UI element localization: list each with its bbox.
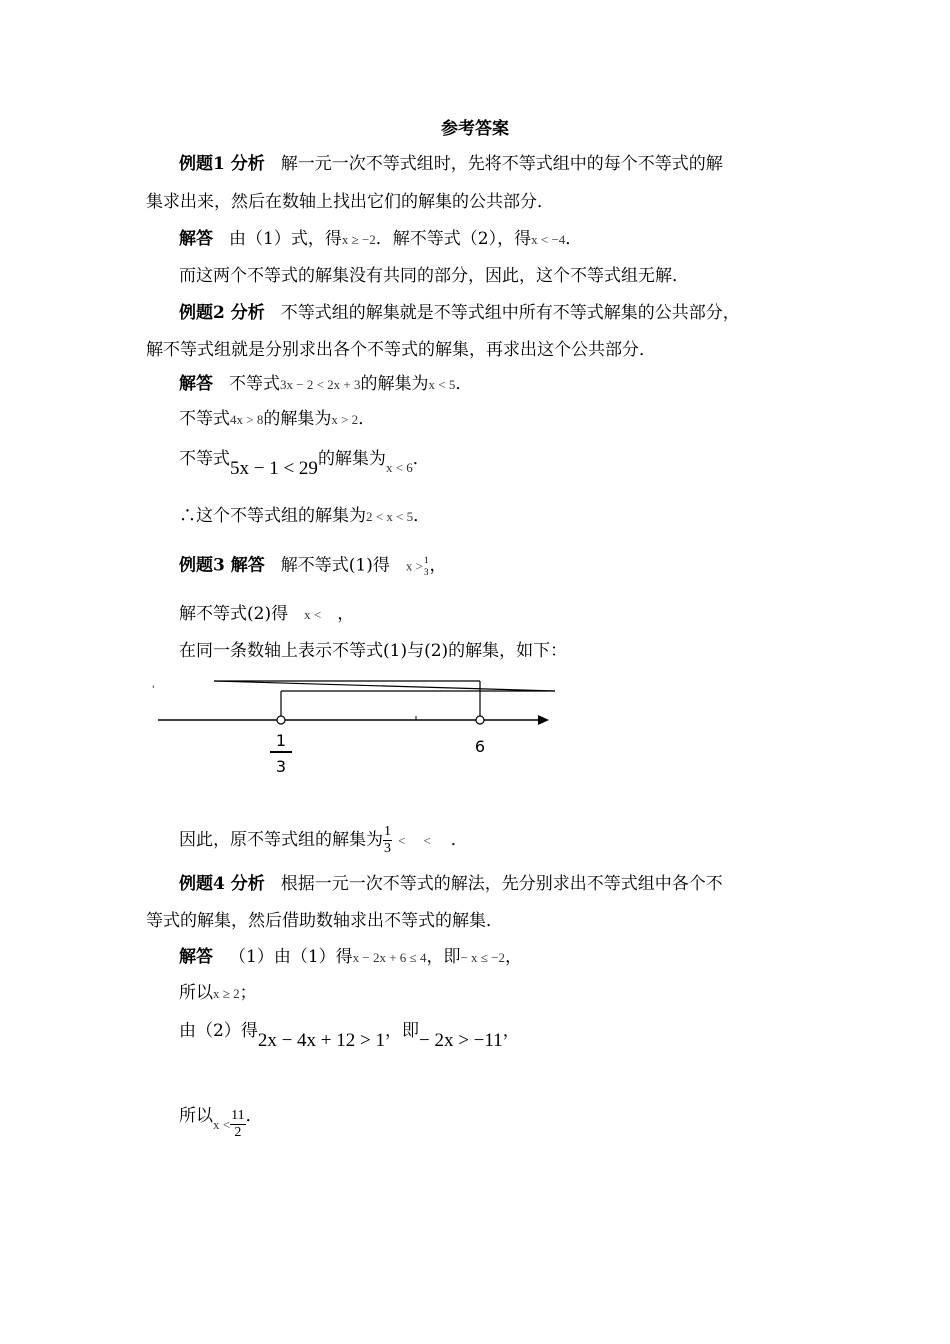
ex2-text: ∴这个不等式组的解集为	[179, 506, 366, 526]
ex2-math: x > 2	[331, 412, 359, 427]
ex4-analysis-text: 根据一元一次不等式的解法，先分别求出不等式组中各个不	[280, 874, 723, 894]
ex1-answer-text: 由（1）式，得	[229, 229, 342, 249]
ex2-answer-label: 解答	[179, 374, 213, 394]
ex4-text: ，即	[426, 947, 461, 967]
stray-mark: '	[152, 685, 155, 695]
ex2-line-1	[179, 373, 472, 396]
solution-bracket-line-a	[214, 681, 555, 691]
ex1-answer-label: 解答	[179, 229, 213, 249]
ex3-line-1	[179, 554, 446, 578]
ex2-math: 3x − 2 < 2x + 3	[280, 377, 361, 392]
open-circle-icon-a	[277, 716, 285, 724]
ex3-line-3: 在同一条数轴上表示不等式(1)与(2)的解集，如下：	[179, 641, 568, 661]
ex2-math: x < 6	[385, 460, 413, 475]
ex3-label: 例题3 解答	[179, 555, 265, 576]
ex2-text: 的解集为	[263, 409, 332, 429]
ex3-math: <	[423, 833, 431, 848]
ex4-text: 由（2）得	[179, 1021, 258, 1041]
ex1-analysis-cont: 集求出来，然后在数轴上找出它们的解集的公共部分．	[146, 192, 554, 212]
point-a-num: 1	[275, 731, 287, 750]
ex2-text: 的解集为	[360, 374, 429, 394]
ex3-period: ．	[450, 830, 468, 850]
ex1-answer-text-2: ．解不等式（2），得	[375, 229, 532, 249]
frac-den: 2	[234, 1125, 242, 1140]
ex1-period: ．	[565, 229, 583, 249]
ex2-period: ．	[455, 374, 473, 394]
ex4-text: 所以	[179, 983, 213, 1003]
point-b-label: 6	[474, 737, 486, 756]
ex3-comma: ，	[429, 555, 447, 576]
number-line-diagram	[140, 676, 570, 786]
ex3-math: <	[398, 833, 406, 848]
ex4-line-2	[179, 982, 257, 1005]
ex4-text: （1）由（1）得	[229, 947, 353, 967]
ex4-analysis-cont: 等式的解集，然后借助数轴求出不等式的解集．	[146, 911, 503, 931]
ex1-math-2: x < −4	[531, 232, 566, 247]
ex4-period: ．	[245, 1106, 263, 1126]
ex2-period: ．	[358, 409, 376, 429]
ex4-math: x ≥ 2	[213, 986, 240, 1001]
ex3-text: 解不等式(1)得	[280, 555, 390, 576]
ex1-analysis-line	[179, 153, 723, 175]
ex2-line-2	[179, 408, 375, 431]
axis-arrow-icon	[538, 715, 549, 725]
ex4-text: ，即	[384, 1021, 419, 1041]
ex2-text: 不等式	[179, 409, 230, 429]
point-a-den: 3	[275, 757, 287, 776]
ex4-math: x <	[213, 1117, 231, 1132]
ex4-line-1	[179, 946, 522, 969]
ex3-line-2	[179, 603, 354, 626]
frac-den: 3	[384, 841, 391, 856]
frac-num: 1	[384, 824, 391, 839]
ex2-math: 4x > 8	[230, 412, 264, 427]
ex2-line-3	[179, 448, 430, 479]
ex4-answer-label: 解答	[179, 947, 213, 967]
ex4-comma: ，	[505, 947, 523, 967]
ex4-analysis-line	[179, 873, 723, 895]
frac-num: 11	[231, 1108, 245, 1123]
ex2-period: ．	[412, 449, 430, 469]
ex2-math: 2 < x < 5	[366, 509, 414, 524]
ex1-analysis-text: 解一元一次不等式组时，先将不等式组中的每个不等式的解	[280, 154, 723, 174]
ex2-analysis-line	[179, 302, 740, 324]
ex4-math: 2x − 4x + 12 > 1	[257, 1030, 385, 1051]
ex3-text: 解不等式(2)得	[179, 604, 289, 624]
ex4-line-4	[179, 1100, 263, 1140]
ex4-math: x − 2x + 6 ≤ 4	[352, 950, 427, 965]
ex3-conclusion-fraction	[383, 824, 392, 857]
ex4-line-3	[179, 1020, 520, 1051]
ex2-math: x < 5	[428, 377, 456, 392]
page-title: 参考答案	[441, 119, 509, 139]
ex3-text: 因此，原不等式组的解集为	[179, 830, 383, 850]
ex2-analysis-text: 不等式组的解集就是不等式组中所有不等式解集的公共部分，	[280, 303, 740, 323]
ex4-comma: ，	[502, 1021, 520, 1041]
frac-den: 3	[423, 567, 429, 577]
ex1-math-1: x ≥ −2	[341, 232, 376, 247]
ex1-answer-line	[179, 228, 582, 251]
ex2-analysis-cont: 解不等式组就是分别求出各个不等式的解集，再求出这个公共部分．	[146, 340, 656, 360]
ex2-math: 5x − 1 < 29	[230, 458, 318, 479]
ex3-math: x <	[304, 607, 322, 622]
ex3-math: x >	[405, 558, 423, 574]
ex2-text: 不等式	[229, 374, 280, 394]
frac-num: 1	[423, 555, 429, 565]
ex3-line-4	[179, 824, 468, 857]
ex4-text: 所以	[179, 1106, 213, 1126]
ex4-math: − x ≤ −2	[460, 950, 506, 965]
ex1-conclusion: 而这两个不等式的解集没有共同的部分，因此，这个不等式组无解．	[179, 266, 689, 286]
ex2-label: 例题2 分析	[179, 303, 265, 323]
ex4-label: 例题4 分析	[179, 874, 265, 894]
ex2-text: 的解集为	[317, 449, 386, 469]
ex2-text: 不等式	[179, 449, 230, 469]
ex3-comma: ，	[337, 604, 355, 624]
open-circle-icon-b	[476, 716, 484, 724]
ex1-label: 例题1 分析	[179, 154, 265, 174]
ex4-math: − 2x > −11	[418, 1030, 503, 1051]
ex4-fraction	[230, 1108, 245, 1141]
ex2-line-4	[179, 505, 430, 528]
ex4-semicolon: ；	[239, 983, 257, 1003]
ex2-period: ．	[413, 506, 431, 526]
